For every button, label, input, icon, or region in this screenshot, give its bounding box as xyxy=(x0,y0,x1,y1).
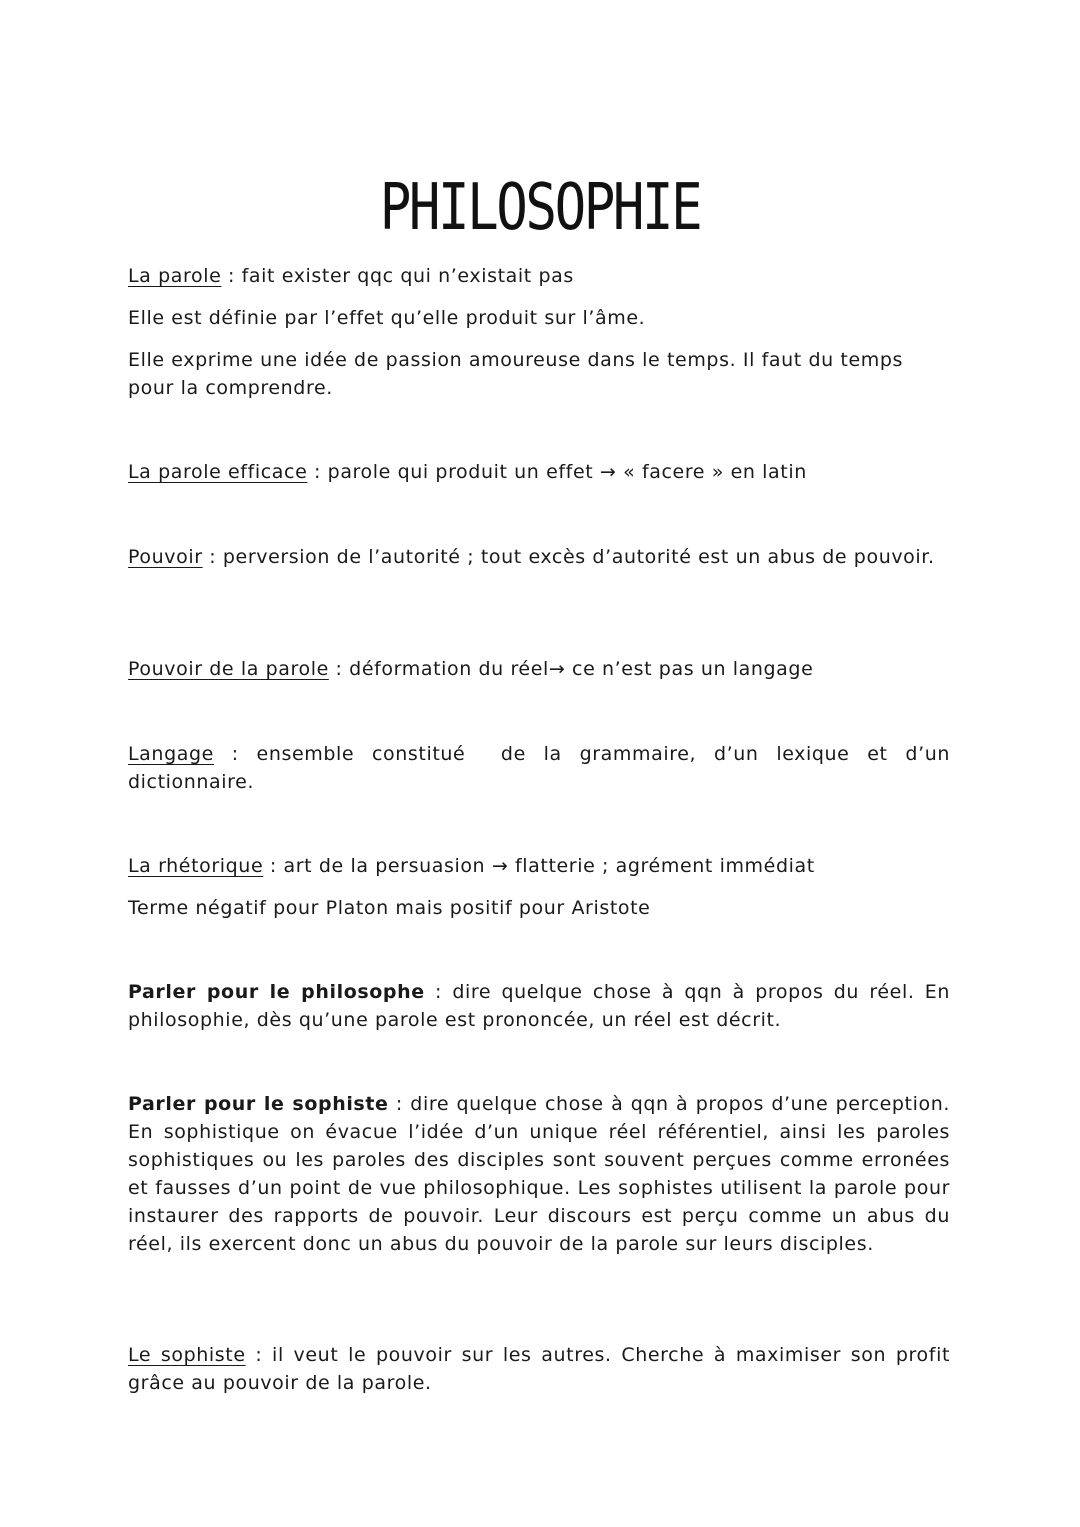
definition-la-parole-efficace xyxy=(128,458,950,486)
definition-text: : art de la persuasion → flatterie ; agrément immédiat xyxy=(263,855,815,877)
definition-la-rhetorique xyxy=(128,852,950,880)
definition-parler-pour-le-philosophe xyxy=(128,978,950,1034)
definition-text: : ensemble constitué de la grammaire, d’un lexique et d’un dictionnaire. xyxy=(128,743,957,793)
definition-langage xyxy=(128,740,957,796)
definition-text: : il veut le pouvoir sur les autres. Cherche à maximiser son profit grâce au pouvoir de la parole. xyxy=(128,1344,950,1394)
definition-pouvoir-de-la-parole xyxy=(128,655,950,683)
definition-parler-pour-le-sophiste xyxy=(128,1090,950,1258)
term-la-rhetorique: La rhétorique xyxy=(128,855,264,877)
definition-text: : déformation du réel→ ce n’est pas un langage xyxy=(328,658,814,680)
definition-text: : dire quelque chose à qqn à propos d’une perception. En sophistique on évacue l’idée d’un unique réel référentiel, ainsi les paroles sophistiques ou les paroles des disciples sont souvent perçues comme erronées et fausses d’un point de vue philosophique. Les sophistes utilisent la parole pour instaurer des rapports de pouvoir. Leur discours est perçu comme un abus du réel, ils exercent donc un abus du pouvoir de la parole sur leurs disciples. xyxy=(128,1093,950,1255)
term-parler-pour-le-sophiste: Parler pour le sophiste xyxy=(128,1093,389,1115)
term-le-sophiste: Le sophiste xyxy=(128,1344,246,1366)
definition-la-parole xyxy=(128,262,950,290)
term-pouvoir-de-la-parole: Pouvoir de la parole xyxy=(128,658,329,680)
term-parler-pour-le-philosophe: Parler pour le philosophe xyxy=(128,981,425,1003)
term-pouvoir: Pouvoir xyxy=(128,546,203,568)
definition-text: : dire quelque chose à qqn à propos du réel. En philosophie, dès qu’une parole est prononcée, un réel est décrit. xyxy=(128,981,951,1031)
page-title: PHILOSOPHIE xyxy=(379,170,701,245)
term-la-parole: La parole xyxy=(128,265,222,287)
note-line: Elle exprime une idée de passion amoureuse dans le temps. Il faut du temps pour la comprendre. xyxy=(128,349,904,399)
definition-text: : perversion de l’autorité ; tout excès d’autorité est un abus de pouvoir. xyxy=(202,546,935,568)
definition-le-sophiste xyxy=(128,1341,950,1397)
term-langage: Langage xyxy=(128,743,214,765)
note-line: Elle est définie par l’effet qu’elle produit sur l’âme. xyxy=(128,307,646,329)
term-la-parole-efficace: La parole efficace xyxy=(128,461,308,483)
definition-pouvoir xyxy=(128,543,950,571)
note-line: Terme négatif pour Platon mais positif pour Aristote xyxy=(128,897,651,919)
definition-text: : fait exister qqc qui n’existait pas xyxy=(221,265,574,287)
definition-text: : parole qui produit un effet → « facere » en latin xyxy=(307,461,807,483)
